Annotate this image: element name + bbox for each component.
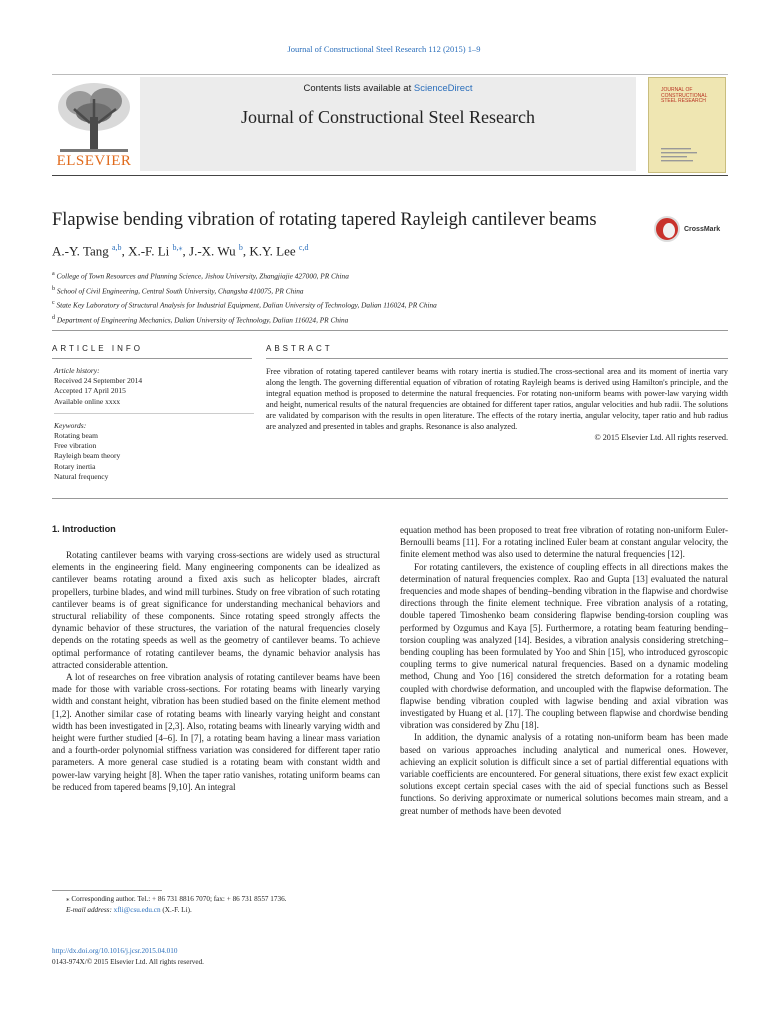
author-name: A.-Y. Tang [52, 243, 109, 259]
author-name: K.Y. Lee [249, 243, 296, 259]
left-column [52, 549, 380, 793]
author-sup[interactable]: a,b [112, 243, 122, 252]
history-item: Available online xxxx [54, 396, 121, 406]
cover-text-lines-icon [661, 148, 701, 164]
section-heading: 1. Introduction [52, 524, 116, 534]
article-info-heading: ARTICLE INFO [52, 344, 143, 353]
paragraph: In addition, the dynamic analysis of a rotating non-uniform beam has been made based on various approaches including analytical and numerical ones. However, achieving an explicit solution is difficult since a set of partial differential equations with variable coefficients are encountered. For general situations, there exist few exact explicit solutions except certain special cases with the aid of special functions such as Bessel functions. So deriving approximate or numerical solutions becomes main stream, and a great number of methods have been devoted [400, 732, 728, 816]
doi-link[interactable]: http://dx.doi.org/10.1016/j.jcsr.2015.04.010 [52, 947, 178, 955]
banner-center [140, 77, 636, 171]
keyword: Rotary inertia [54, 461, 96, 471]
crossmark-icon [654, 216, 680, 242]
paragraph: Rotating cantilever beams with varying cross-sections are widely used as structural elements in the engineering field. Many engineering components can be idealized as cantilever beams rotating around a fixed axis such as helicopter blades, aircraft propellers, turbine blades, and wind mill turbines. Study on free vibration of such rotating cantilever beams is of great significance for understanding mechanical behaviors and structural reliability of these components. Since rotating speed strongly affects the dynamic behavior of these structures, the variation of the natural frequencies closely depends on the rotating speeds as well as the geometry of cantilever beams. To achieve optimal performance of rotating cantilever beams, the dynamic behavior analysis has attracted considerable attention. [52, 550, 380, 670]
article-title: Flapwise bending vibration of rotating tapered Rayleigh cantilever beams [52, 210, 597, 230]
cover-title: JOURNAL OF CONSTRUCTIONAL STEEL RESEARCH [661, 87, 708, 104]
sciencedirect-link[interactable]: ScienceDirect [413, 83, 473, 94]
right-column [400, 524, 728, 817]
affiliations [52, 268, 437, 327]
keyword: Rayleigh beam theory [54, 451, 121, 461]
author-name: X.-F. Li [128, 243, 170, 259]
divider [52, 330, 728, 331]
keywords-label: Keywords: [54, 420, 87, 430]
email-line: E-mail address: xfli@csu.edu.cn (X.-F. Li). [66, 905, 192, 914]
history-item: Accepted 17 April 2015 [54, 386, 126, 396]
crossmark-label: CrossMark [684, 226, 721, 233]
author-sup[interactable]: c,d [298, 243, 309, 252]
doi-block [52, 946, 204, 968]
contents-line [140, 83, 636, 94]
history-label: Article history: [54, 366, 100, 375]
issn-line: 0143-974X/© 2015 Elsevier Ltd. All rights reserved. [52, 958, 204, 966]
crossmark-button[interactable] [654, 216, 748, 246]
footnote [52, 894, 382, 916]
keyword: Natural frequency [54, 471, 109, 481]
paragraph: A lot of researches on free vibration analysis of rotating cantilever beams have been made for those with variable cross-sections. For rotating beams with linearly varying width and constant height, vibration has been studied based on the finite element method [1,2]. Another similar case of rotating beams with linearly varying height and constant width has been investigated in [2,3]. Also, rotating beams with linearly varying width and height were further studied [4–6]. In [7], a rotating beam having a linear mass variation and a fourth-order polynomial stiffness variation was considered for different taper ratio parameters. A more general case studied is a rotating beam with constant width and power-law varying height [8]. When the taper ratio vanishes, rotating uniform beams can be reduced from tapered beams [9,10]. An integral [52, 672, 380, 792]
email-link[interactable]: xfli@csu.edu.cn [113, 905, 161, 914]
affiliation: $^d$ Department of Engineering Mechanics, Dalian University of Technology, Dalian 116024, PR China [52, 314, 349, 325]
corresponding-author: ⁎ Corresponding author. Tel.: + 86 731 8816 7070; fax: + 86 731 8557 1736. [66, 895, 287, 903]
running-header[interactable]: Journal of Constructional Steel Research 112 (2015) 1–9 [287, 44, 481, 54]
journal-cover-thumbnail[interactable] [648, 77, 726, 173]
author-list: A.-Y. Tang $^{a,b}$, X.-F. Li $^{b,⁎}$, J.-X. Wu $^b$, K.Y. Lee $^{c,d}$ [52, 243, 309, 259]
divider [52, 358, 252, 359]
keyword: Rotating beam [54, 431, 98, 441]
author-sup[interactable]: b [238, 243, 243, 252]
paragraph: For rotating cantilevers, the existence of coupling effects in all directions makes the determination of natural frequencies complex. Rao and Gupta [13] evaluated the natural frequencies and mode shapes of bending–bending vibration in the flapwise and chordwise directions through the finite element technique. Free vibration analysis of a rotating, double tapered Timoshenko beam considering flapwise bending-torsion coupling was performed by Ozgumus and Kaya [5]. Furthermore, a rotating beam featuring bending–torsion coupling was analyzed [14]. Besides, a vibration analysis considering stretching–bending coupling has been formulated by Yoo and Shin [15], who introduced gyroscopic coupling terms to give numerical natural frequencies. Based on a dynamic modeling method, Chung and Yoo [16] considered the stretch deformation for a rotating beam coupled with chordwise deformation, and uncoupled with the flapwise deformation. The flapwise bending vibration coupled with lagwise bending and axial vibration was investigated by Huang et al. [17]. The coupling between flapwise and chordwise bending vibration was considered by Zhu [18]. [400, 561, 728, 731]
abstract-heading: ABSTRACT [266, 344, 333, 353]
history-item: Received 24 September 2014 [54, 376, 143, 386]
article-info [54, 366, 254, 482]
abstract-text: Free vibration of rotating tapered cantilever beams with rotary inertia is studied.The cross-sectional area and its moment of inertia vary along the length. The governing differential equation of vibration of rotating Rayleigh beams is derived using Hamilton's principle, and the integral equation method is proposed to determine the natural frequencies. For rotating non-uniform beams with power-law varying width and height, numerical results of the natural frequencies are obtained for different taper ratios, angular velocities and hub radii. The solutions are validated by comparison with the results in open literature. The effects of the rotary inertia, angular velocity, taper ratio and hub radius are analyzed and presented in tables and graphs. Resonance is also analyzed. [266, 367, 728, 431]
abstract-body [266, 366, 728, 443]
paragraph: equation method has been proposed to treat free vibration of rotating non-uniform Euler-Bernoulli beams [11]. For a rotating inclined Euler beam at constant angular velocity, the finite element method was also used to determine the natural frequencies [12]. [400, 525, 728, 560]
keyword: Free vibration [54, 441, 97, 451]
abstract-copyright: © 2015 Elsevier Ltd. All rights reserved. [594, 433, 728, 442]
divider [266, 358, 728, 359]
affiliation: $^a$ College of Town Resources and Planning Science, Jishou University, Zhangjiajie 427000, PR China [52, 271, 349, 281]
journal-banner [52, 74, 728, 176]
author-sup[interactable]: b,⁎ [172, 243, 183, 252]
journal-title: Journal of Constructional Steel Research [241, 107, 535, 127]
footnote-divider [52, 890, 162, 891]
elsevier-logo-text: ELSEVIER [56, 153, 132, 169]
affiliation: $^b$ School of Civil Engineering, Central South University, Changsha 410075, PR China [52, 285, 304, 296]
divider [52, 498, 728, 499]
contents-prefix: Contents lists available at [303, 83, 414, 94]
affiliation: $^c$ State Key Laboratory of Structural Analysis for Industrial Equipment, Dalian University of Technology, Dalian 116024, PR China [52, 300, 437, 310]
author-name: J.-X. Wu [189, 243, 236, 259]
